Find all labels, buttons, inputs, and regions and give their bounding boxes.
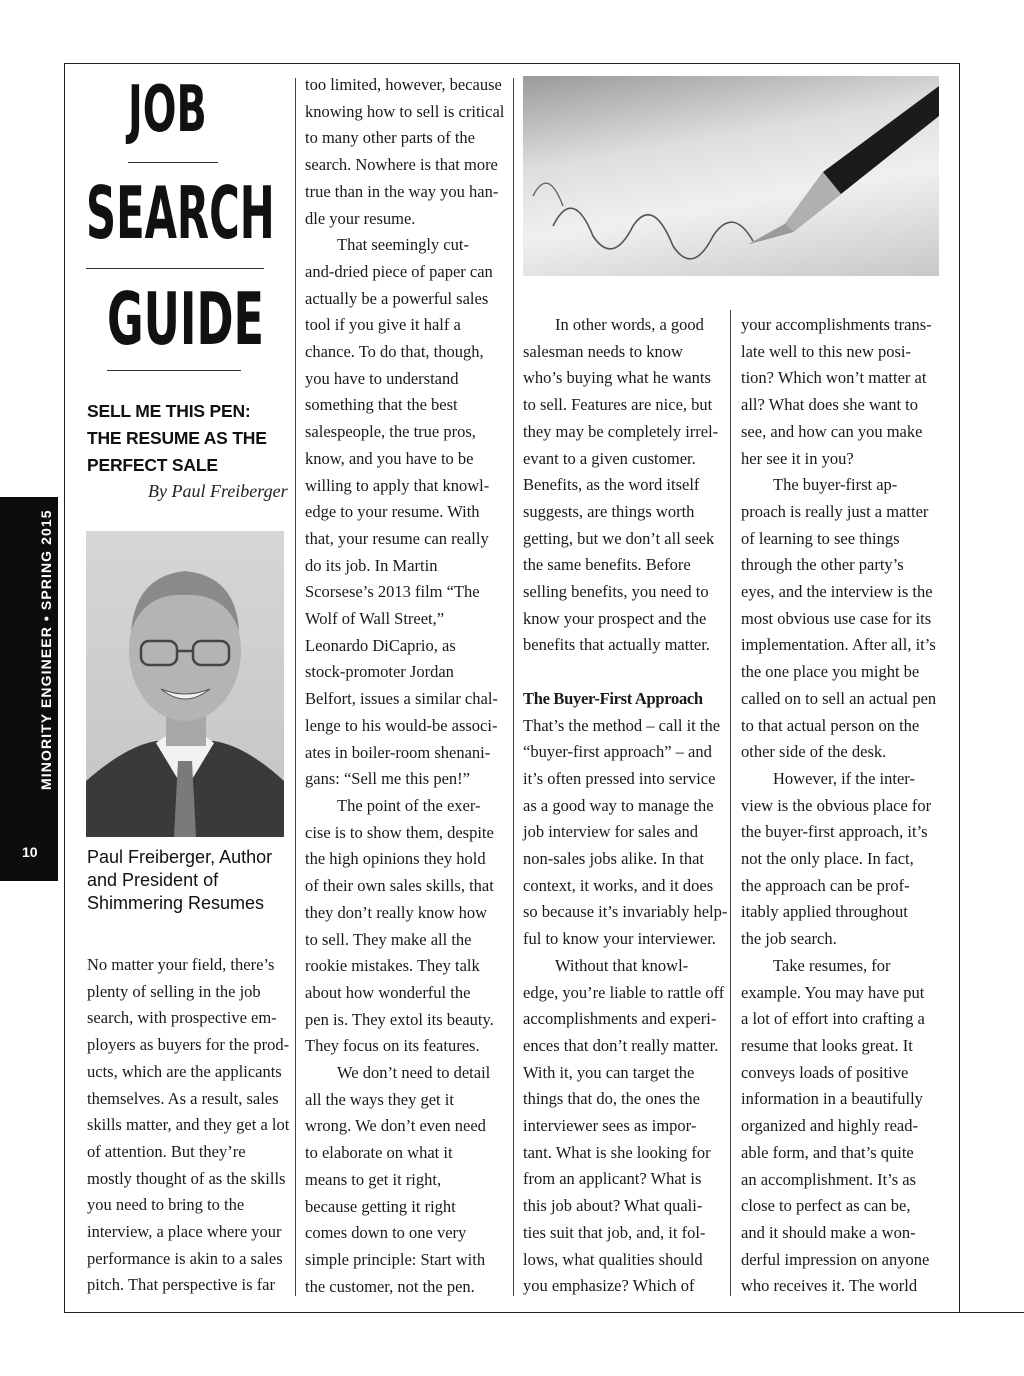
text-line: of their own sales skills, that [305, 876, 494, 896]
text-line: getting, but we don’t all seek [523, 528, 715, 548]
text-line: from an applicant? What is [523, 1169, 702, 1189]
text-line: They focus on its features. [305, 1036, 480, 1056]
text-line [523, 659, 727, 686]
text-line: Belfort, issues a similar chal- [305, 689, 498, 709]
column-rule-1 [295, 78, 296, 1296]
column-rule-3 [730, 310, 731, 1296]
text-line: know your prospect and the [523, 608, 707, 628]
text-line: search. Nowhere is that more [305, 155, 498, 175]
text-line: means to get it right, [305, 1169, 442, 1189]
text-line: selling benefits, you need to [523, 582, 709, 602]
text-line: wrong. We don’t even need [305, 1116, 486, 1136]
text-line: suggests, are things worth [523, 501, 695, 521]
text-line: all? What does she want to [741, 395, 919, 415]
text-line: pitch. That perspective is far [87, 1275, 276, 1295]
page-bottom-rule [64, 1312, 1024, 1313]
byline: By Paul Freiberger [148, 481, 288, 501]
text-line: resume that looks great. It [741, 1035, 913, 1055]
text-line: tool if you give it half a [305, 315, 461, 335]
text-line: that, your resume can really [305, 528, 489, 548]
text-line: do its job. In Martin [305, 555, 438, 575]
text-line: benefits that actually matter. [523, 635, 710, 655]
text-line: In other words, a good [555, 315, 704, 334]
text-line: knowing how to sell is critical [305, 101, 505, 121]
text-line: ucts, which are the applicants [87, 1061, 282, 1081]
text-line: the job search. [741, 929, 837, 949]
text-line: things that do, the ones the [523, 1089, 700, 1109]
text-line: implementation. After all, it’s [741, 635, 936, 655]
text-line: gans: “Sell me this pen!” [305, 769, 470, 789]
text-line: called on to sell an actual pen [741, 688, 937, 708]
text-line: the customer, not the pen. [305, 1276, 475, 1296]
text-line: the high opinions they hold [305, 849, 486, 869]
title-rule-1 [128, 162, 218, 163]
text-line: and it should make a won- [741, 1222, 916, 1242]
text-line: the one place you might be [741, 662, 920, 682]
text-line: With it, you can target the [523, 1062, 695, 1082]
text-line: see, and how can you make [741, 421, 923, 441]
text-line: her see it in you? [741, 448, 854, 468]
text-line: willing to apply that knowl- [305, 475, 490, 495]
text-line: itably applied throughout [741, 902, 908, 922]
text-line: it’s often pressed into service [523, 768, 716, 788]
text-line: Leonardo DiCaprio, as [305, 635, 456, 655]
text-line: ful to know your interviewer. [523, 929, 716, 949]
text-line: lenge to his would-be associ- [305, 715, 498, 735]
text-line: performance is akin to a sales [87, 1248, 283, 1268]
text-line: conveys loads of positive [741, 1062, 909, 1082]
pen-photo [523, 76, 939, 276]
side-tab-text: MINORITY ENGINEER • SPRING 2015 [38, 509, 54, 790]
text-line: However, if the inter- [773, 768, 915, 788]
text-line: ences that don’t really matter. [523, 1035, 719, 1055]
text-line: That seemingly cut- [337, 235, 469, 255]
text-line: proach is really just a matter [741, 501, 929, 521]
photo-caption: Paul Freiberger, Author and President of Shimmering Resumes [87, 847, 273, 913]
text-line: No matter your field, there’s [87, 955, 275, 974]
text-line: to sell. They make all the [305, 929, 472, 949]
text-line: example. You may have put [741, 982, 925, 1002]
text-line: a lot of effort into crafting a [741, 1009, 925, 1029]
text-line: through the other party’s [741, 555, 904, 575]
text-line: We don’t need to detail [337, 1063, 491, 1083]
column-1 [87, 952, 289, 1299]
text-line: plenty of selling in the job [87, 981, 261, 1001]
text-line: job interview for sales and [523, 822, 699, 842]
text-line: late well to this new posi- [741, 341, 912, 361]
text-line: an accomplishment. It’s as [741, 1169, 917, 1189]
column-3 [523, 312, 727, 1300]
text-line: salesman needs to know [523, 341, 683, 361]
text-line: search, with prospective em- [87, 1008, 277, 1028]
text-line: ployers as buyers for the prod- [87, 1035, 290, 1055]
text-line: actually be a powerful sales [305, 288, 489, 308]
text-line: this job about? What quali- [523, 1196, 703, 1216]
title-job: JOB [128, 73, 207, 147]
text-line: something that the best [305, 395, 458, 415]
text-line: able form, and that’s quite [741, 1142, 914, 1162]
text-line: comes down to one very [305, 1223, 467, 1243]
section-heading: The Buyer-First Approach [523, 688, 703, 708]
text-line: rookie mistakes. They talk [305, 956, 480, 976]
text-line: your accomplishments trans- [741, 315, 932, 334]
column-rule-2 [513, 78, 514, 1296]
text-line: most obvious use case for its [741, 608, 932, 628]
text-line: to many other parts of the [305, 128, 475, 148]
title-rule-2 [86, 268, 264, 269]
title-rule-3 [107, 370, 241, 371]
text-line: derful impression on anyone [741, 1249, 930, 1269]
text-line: “buyer-first approach” – and [523, 742, 712, 762]
text-line: interview, a place where your [87, 1222, 282, 1242]
text-line: you need to bring to the [87, 1195, 245, 1215]
text-line: true than in the way you han- [305, 181, 499, 201]
text-line: to elaborate on what it [305, 1143, 453, 1163]
text-line: Take resumes, for [773, 955, 891, 975]
text-line: evant to a given customer. [523, 448, 696, 468]
text-line: Wolf of Wall Street,” [305, 609, 445, 629]
text-line: tant. What is she looking for [523, 1142, 711, 1162]
text-line: they don’t really know how [305, 902, 488, 922]
text-line: context, it works, and it does [523, 875, 714, 895]
text-line: pen is. They extol its beauty. [305, 1009, 494, 1029]
author-portrait [86, 531, 284, 837]
text-line: themselves. As a result, sales [87, 1088, 279, 1108]
text-line: mostly thought of as the skills [87, 1168, 286, 1188]
text-line: to that actual person on the [741, 715, 920, 735]
column-2 [305, 72, 504, 1300]
text-line: and-dried piece of paper can [305, 261, 493, 281]
text-line: the approach can be prof- [741, 875, 910, 895]
text-line: of attention. But they’re [87, 1141, 246, 1161]
text-line: non-sales jobs alike. In that [523, 849, 705, 869]
text-line: simple principle: Start with [305, 1249, 486, 1269]
text-line: know, and you have to be [305, 448, 474, 468]
text-line: The point of the exer- [337, 795, 481, 815]
text-line: all the ways they get it [305, 1089, 454, 1109]
text-line: salespeople, the true pros, [305, 422, 476, 442]
text-line: view is the obvious place for [741, 795, 932, 815]
text-line: of learning to see things [741, 528, 900, 548]
text-line: the buyer-first approach, it’s [741, 822, 928, 842]
text-line: who’s buying what he wants [523, 368, 711, 388]
text-line: The buyer-first ap- [773, 475, 898, 495]
text-line: too limited, however, because [305, 75, 502, 94]
text-line: accomplishments and experi- [523, 1009, 717, 1029]
text-line: skills matter, and they get a lot [87, 1115, 290, 1135]
text-line: That’s the method – call it the [523, 715, 721, 735]
text-line: ties suit that job, and, it fol- [523, 1222, 706, 1242]
text-line: because getting it right [305, 1196, 456, 1216]
text-line: cise is to show them, despite [305, 822, 494, 842]
text-line: Without that knowl- [555, 955, 689, 975]
text-line: not the only place. In fact, [741, 849, 914, 869]
text-line: dle your resume. [305, 208, 416, 228]
text-line: you have to understand [305, 368, 459, 388]
text-line: edge, you’re liable to rattle off [523, 982, 725, 1002]
text-line: eyes, and the interview is the [741, 582, 933, 602]
text-line: to sell. Features are nice, but [523, 395, 713, 415]
text-line: the same benefits. Before [523, 555, 691, 575]
text-line: edge to your resume. With [305, 502, 480, 522]
text-line: interviewer sees as impor- [523, 1116, 697, 1136]
title-guide: GUIDE [107, 277, 265, 361]
text-line: you emphasize? Which of [523, 1276, 695, 1296]
column-4 [741, 312, 936, 1300]
text-line: other side of the desk. [741, 742, 887, 762]
text-line: about how wonderful the [305, 982, 471, 1002]
text-line: so because it’s invariably help- [523, 902, 728, 922]
text-line: stock-promoter Jordan [305, 662, 454, 682]
text-line: organized and highly read- [741, 1116, 919, 1136]
text-line: lows, what qualities should [523, 1249, 703, 1269]
page-number: 10 [22, 844, 38, 860]
text-line: tion? Which won’t matter at [741, 368, 927, 388]
text-line: as a good way to manage the [523, 795, 714, 815]
text-line: Scorsese’s 2013 film “The [305, 582, 480, 602]
text-line: Benefits, as the word itself [523, 475, 700, 495]
text-line: who receives it. The world [741, 1276, 918, 1296]
text-line: chance. To do that, though, [305, 342, 484, 362]
text-line: close to perfect as can be, [741, 1196, 911, 1216]
article-subhead: SELL ME THIS PEN: THE RESUME AS THE PERFECT SALE [87, 401, 267, 475]
text-line: they may be completely irrel- [523, 421, 719, 441]
title-search: SEARCH [86, 171, 275, 255]
text-line: information in a beautifully [741, 1089, 923, 1109]
text-line: ates in boiler-room shenani- [305, 742, 491, 762]
